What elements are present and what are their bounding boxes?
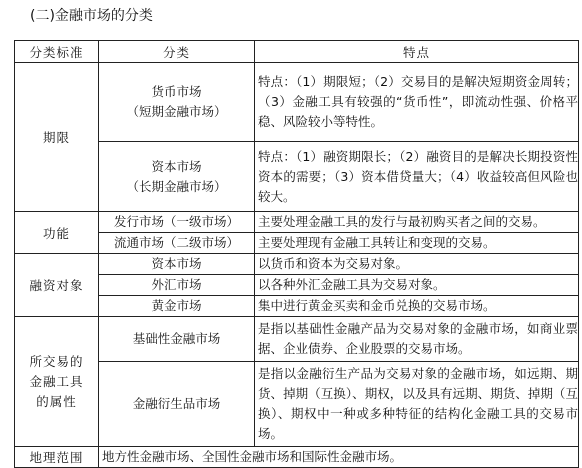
feature-gold-market: 集中进行黄金买卖和金币兑换的交易市场。 xyxy=(255,296,579,317)
feature-secondary-market: 主要处理现有金融工具转让和变现的交易。 xyxy=(255,233,579,254)
table-row xyxy=(15,317,579,362)
feature-derivative-market: 是指以金融衍生产品为交易对象的金融市场，如远期、期货、掉期（互换）、期权，以及具有远期、期货、掉期（互换）、期权中一种或多种特征的结构化金融工具的交易市场。 xyxy=(255,362,579,447)
feature-capital-market: 特点：（1）融资期限长；（2）融资目的是解决长期投资性资本的需要；（3）资本借贷量大；（4）收益较高但风险也较大。 xyxy=(255,142,579,212)
feature-money-market: 特点：（1）期限短；（2）交易目的是解决短期资金周转；（3）金融工具有较强的“货币性”，即流动性强、价格平稳、风险较小等特性。 xyxy=(255,63,579,142)
table-row xyxy=(15,296,579,317)
criterion-function: 功能 xyxy=(15,212,99,254)
table-row xyxy=(15,63,579,142)
header-criterion: 分类标准 xyxy=(15,41,99,63)
category-capital-market xyxy=(99,142,255,212)
criterion-term: 期限 xyxy=(15,63,99,212)
category-derivative-market: 金融衍生品市场 xyxy=(99,362,255,447)
table-row xyxy=(15,233,579,254)
feature-capital-market-2: 以货币和资本为交易对象。 xyxy=(255,254,579,275)
criterion-line: 的属性 xyxy=(36,393,77,409)
table-row xyxy=(15,212,579,233)
category-forex-market: 外汇市场 xyxy=(99,275,255,296)
category-alias: （短期金融市场） xyxy=(126,104,227,119)
table-header-row xyxy=(15,41,579,63)
table-row xyxy=(15,447,579,468)
category-gold-market: 黄金市场 xyxy=(99,296,255,317)
category-basic-market: 基础性金融市场 xyxy=(99,317,255,362)
category-primary-market: 发行市场（一级市场） xyxy=(99,212,255,233)
feature-primary-market: 主要处理金融工具的发行与最初购买者之间的交易。 xyxy=(255,212,579,233)
criterion-region: 地理范围 xyxy=(15,447,99,468)
criterion-object: 融资对象 xyxy=(15,254,99,317)
category-capital-market-2: 资本市场 xyxy=(99,254,255,275)
section-heading: (二)金融市场的分类 xyxy=(30,8,153,24)
header-feature: 特点 xyxy=(255,41,579,63)
feature-region: 地方性金融市场、全国性金融市场和国际性金融市场。 xyxy=(99,447,579,468)
table-row xyxy=(15,362,579,447)
feature-forex-market: 以各种外汇金融工具为交易对象。 xyxy=(255,275,579,296)
criterion-line: 所交易的 xyxy=(29,353,84,369)
category-money-market xyxy=(99,63,255,142)
table-row xyxy=(15,254,579,275)
category-secondary-market: 流通市场（二级市场） xyxy=(99,233,255,254)
category-name: 货币市场 xyxy=(151,84,202,99)
table-row xyxy=(15,142,579,212)
category-alias: （长期金融市场） xyxy=(126,178,227,194)
feature-basic-market: 是指以基础性金融产品为交易对象的金融市场，如商业票据、企业债券、企业股票的交易市场。 xyxy=(255,317,579,362)
market-classification-table xyxy=(14,40,579,468)
table-row xyxy=(15,275,579,296)
category-name: 资本市场 xyxy=(151,158,202,174)
criterion-attribute xyxy=(15,317,99,447)
criterion-line: 金融工具 xyxy=(29,373,84,389)
header-category: 分类 xyxy=(99,41,255,63)
